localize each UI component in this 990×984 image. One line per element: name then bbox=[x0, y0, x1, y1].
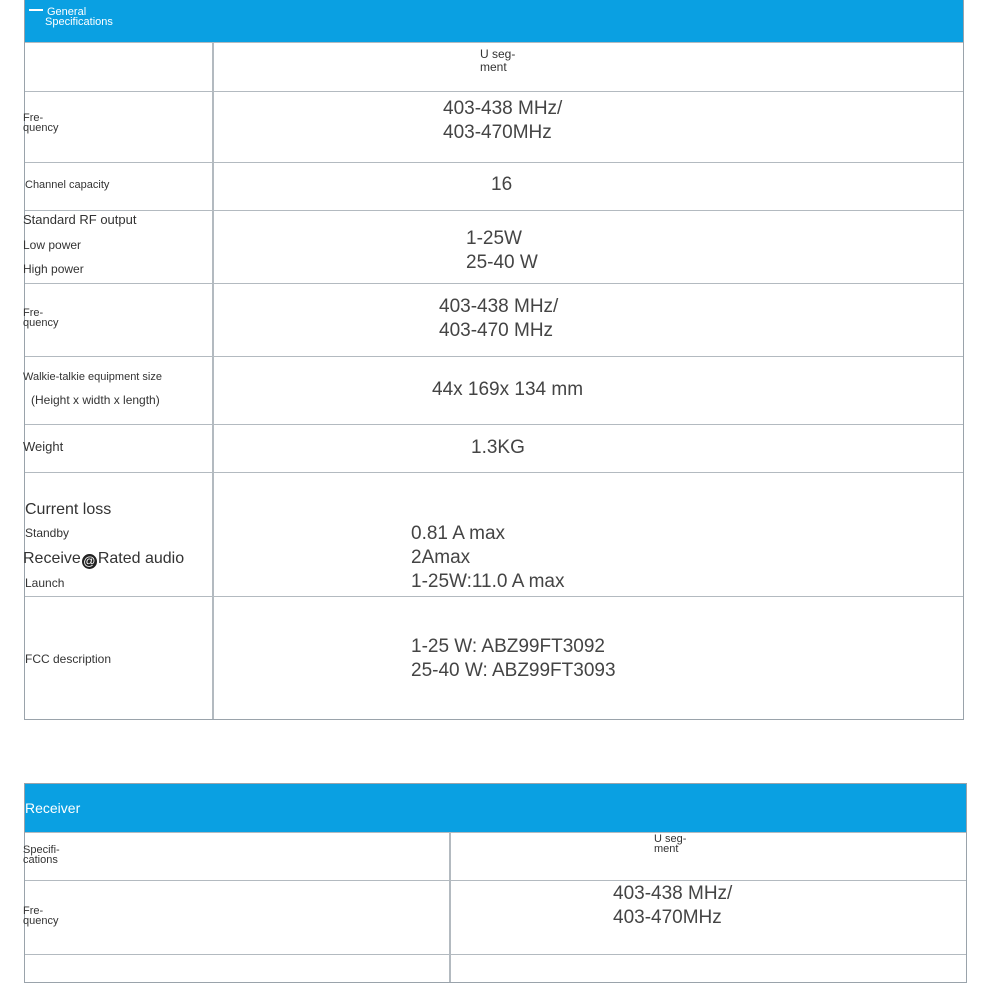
channel-capacity-row bbox=[25, 162, 963, 210]
frequency-row bbox=[25, 91, 963, 162]
header-label-line1: General bbox=[47, 6, 87, 18]
receiver-spec-line1: Specifi- bbox=[23, 844, 60, 856]
fcc-row bbox=[25, 596, 963, 721]
current-loss-value-line1: 0.81 A max bbox=[411, 523, 506, 544]
receiver-frequency-row bbox=[25, 880, 966, 954]
frequency-label-2-line2: quency bbox=[23, 317, 59, 329]
frequency-label-2-line1: Fre- bbox=[23, 307, 44, 319]
frequency-value-2 bbox=[439, 295, 558, 343]
frequency-value-2-line1: 403-438 MHz/ bbox=[439, 296, 559, 317]
receiver-next-row bbox=[25, 954, 966, 984]
segment-line1: U seg- bbox=[480, 47, 516, 61]
receive-label bbox=[23, 551, 184, 569]
general-specs-table bbox=[24, 0, 964, 720]
segment-label bbox=[480, 48, 515, 74]
receiver-table bbox=[24, 783, 967, 983]
receiver-frequency-value-line2: 403-470MHz bbox=[613, 907, 722, 928]
segment-row bbox=[25, 42, 963, 91]
dash-icon bbox=[29, 9, 43, 11]
equipment-size-row bbox=[25, 356, 963, 424]
receive-text: Receive bbox=[23, 550, 81, 567]
equipment-size-sublabel: (Height x width x length) bbox=[31, 393, 160, 407]
standby-label: Standby bbox=[25, 526, 70, 540]
segment-line2: ment bbox=[480, 60, 507, 74]
frequency-label-2 bbox=[23, 308, 58, 328]
frequency-value-2-line2: 403-470 MHz bbox=[439, 320, 554, 341]
rated-audio-text: Rated audio bbox=[97, 550, 185, 567]
rf-output-value-line1: 1-25W bbox=[466, 228, 522, 249]
general-specs-title bbox=[29, 7, 113, 27]
receiver-frequency-label-line2: quency bbox=[23, 915, 59, 927]
weight-label: Weight bbox=[23, 439, 64, 454]
receiver-segment-label bbox=[654, 834, 686, 854]
launch-label: Launch bbox=[25, 576, 65, 590]
receiver-segment-line2: ment bbox=[654, 843, 679, 855]
weight-row bbox=[25, 424, 963, 472]
frequency-value-line1: 403-438 MHz/ bbox=[443, 98, 563, 119]
frequency-row-2 bbox=[25, 283, 963, 356]
frequency-value-line2: 403-470MHz bbox=[443, 122, 552, 143]
high-power-label: High power bbox=[23, 262, 84, 276]
fcc-value-line1: 1-25 W: ABZ99FT3092 bbox=[411, 636, 605, 657]
fcc-value-line2: 25-40 W: ABZ99FT3093 bbox=[411, 660, 616, 681]
rf-output-row bbox=[25, 210, 963, 283]
equipment-size-label: Walkie-talkie equipment size bbox=[23, 371, 162, 383]
weight-value: 1.3KG bbox=[471, 437, 525, 458]
receiver-title: Receiver bbox=[25, 800, 81, 816]
current-loss-value-line3: 1-25W:11.0 A max bbox=[411, 571, 565, 592]
receiver-segment-line1: U seg- bbox=[654, 833, 687, 845]
frequency-label-line1: Fre- bbox=[23, 112, 44, 124]
general-specs-header bbox=[25, 0, 963, 42]
receiver-frequency-value bbox=[613, 882, 732, 930]
current-loss-value-line2: 2Amax bbox=[411, 547, 471, 568]
equipment-size-value: 44x 169x 134 mm bbox=[432, 379, 584, 400]
fcc-value bbox=[411, 635, 616, 683]
channel-capacity-value: 16 bbox=[491, 174, 513, 195]
low-power-label: Low power bbox=[23, 238, 82, 252]
receiver-spec-label bbox=[23, 845, 60, 865]
fcc-label: FCC description bbox=[25, 652, 112, 666]
rf-output-label: Standard RF output bbox=[23, 212, 137, 227]
rf-output-value-line2: 25-40 W bbox=[466, 252, 538, 273]
frequency-label bbox=[23, 113, 58, 133]
frequency-value bbox=[443, 97, 562, 145]
header-label-line2: Specifications bbox=[45, 16, 113, 28]
receiver-frequency-label-line1: Fre- bbox=[23, 905, 44, 917]
channel-capacity-label: Channel capacity bbox=[25, 179, 110, 191]
at-icon: @ bbox=[83, 554, 96, 568]
current-loss-label: Current loss bbox=[25, 501, 112, 518]
receiver-frequency-value-line1: 403-438 MHz/ bbox=[613, 883, 733, 904]
receiver-frequency-label bbox=[23, 906, 58, 926]
receiver-spec-line2: cations bbox=[23, 854, 58, 866]
current-loss-value bbox=[411, 522, 565, 594]
frequency-label-line2: quency bbox=[23, 122, 59, 134]
receiver-header bbox=[25, 784, 966, 832]
current-loss-row bbox=[25, 472, 963, 596]
rf-output-value bbox=[466, 227, 538, 275]
receiver-spec-row bbox=[25, 832, 966, 880]
